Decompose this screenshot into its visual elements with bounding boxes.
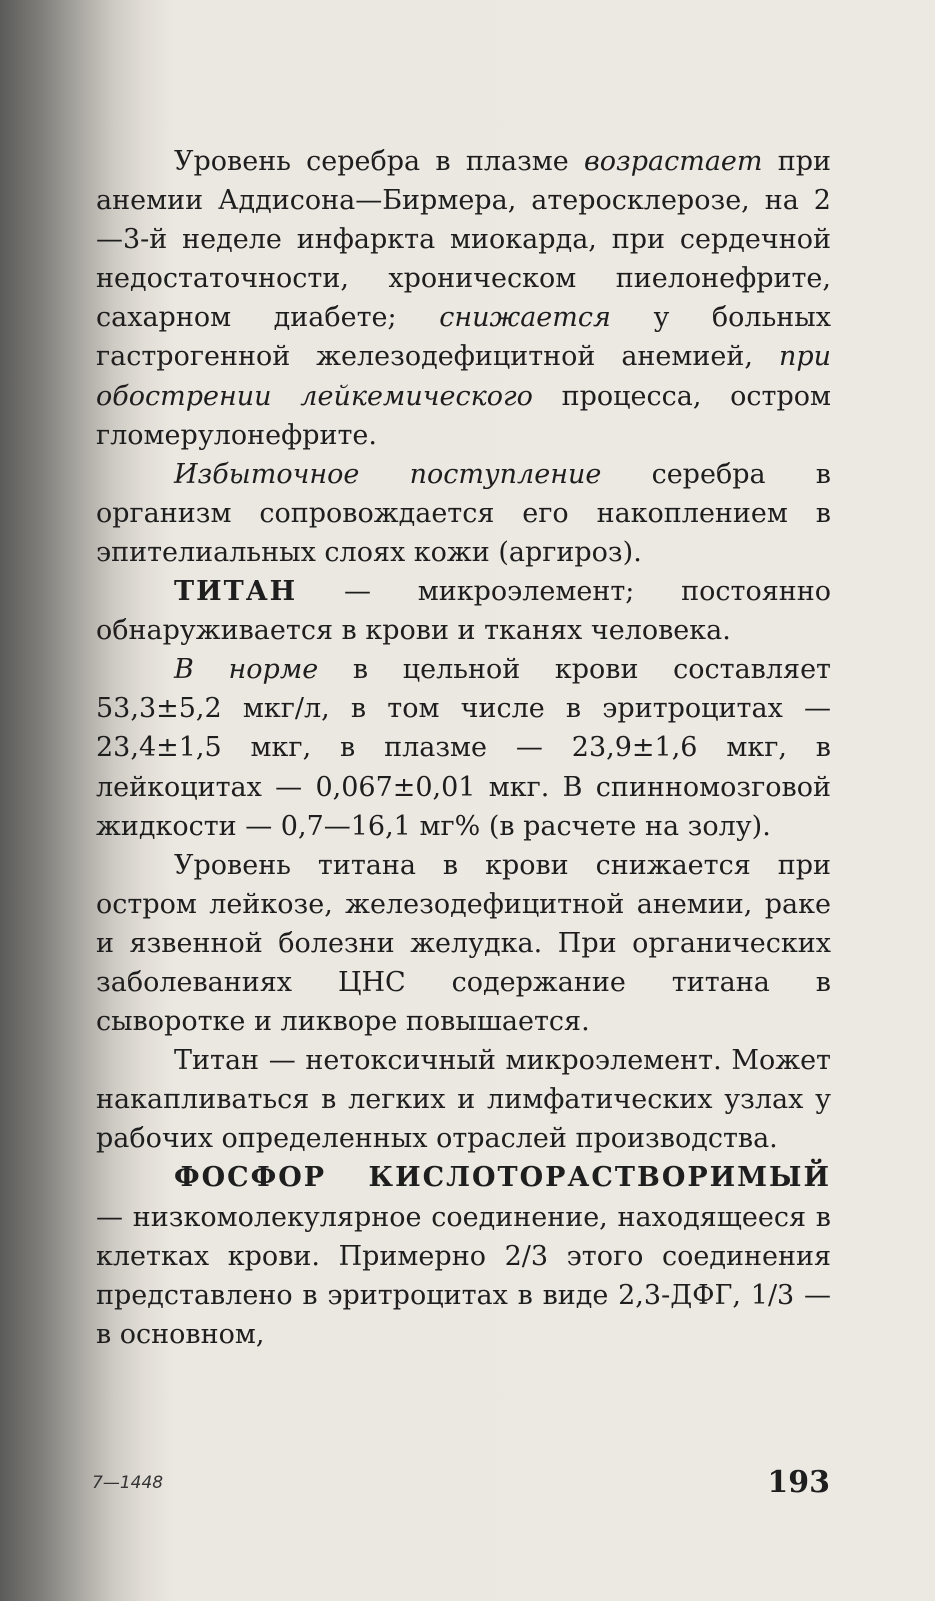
italic-term: Избыточное поступление <box>174 458 602 490</box>
paragraph-titanium-heading <box>96 572 831 650</box>
paragraph-titanium-toxicity: Титан — нетоксичный микроэлемент. Может накапливаться в легких и лимфатических узлах у рабочих определенных отраслей производства. <box>96 1045 831 1155</box>
text-run: Уровень серебра в плазме <box>174 146 585 177</box>
italic-term: возрастает <box>584 146 763 177</box>
paragraph-silver-levels <box>96 142 831 455</box>
entry-heading: ТИТАН <box>174 576 298 608</box>
text-run: у больных гастрогенной железодефицитной анемией, <box>96 302 831 373</box>
paragraph-silver-excess <box>96 455 831 572</box>
paragraph-phosphorus-heading <box>96 1158 831 1353</box>
italic-term: В норме <box>174 654 319 686</box>
text-run: серебра в организм сопровождается его накоплением в эпителиальных слоях кожи (аргироз). <box>96 458 831 568</box>
page-body <box>96 142 831 1354</box>
text-run: в цельной крови составляет 53,3±5,2 мкг/л, в том числе в эритроцитах — 23,4±1,5 мкг, в плазме — 23,9±1,6 мкг, в лейкоцитах — 0,067±0,01 мкг. В спинномозговой жидкости — 0,7—16,1 мг% (в расчете на золу). <box>96 654 831 842</box>
page-footer <box>92 1465 830 1505</box>
text-run: — микроэлемент; постоянно обнаруживается в крови и тканях человека. <box>96 576 831 647</box>
text-run: — низкомолекулярное соединение, находящееся в клетках крови. Примерно 2/3 этого соединения представлено в эритроцитах в виде 2,3-ДФГ, 1/3 — в основном, <box>96 1201 831 1350</box>
italic-term: снижается <box>439 302 611 334</box>
paragraph-titanium-levels: Уровень титана в крови снижается при остром лейкозе, железодефицитной анемии, раке и язвенной болезни желудка. При органических заболеваниях ЦНС содержание титана в сыворотке и ликворе повышается. <box>96 849 831 1038</box>
paragraph-titanium-norm <box>96 650 831 845</box>
italic-term: при обострении лейкемического <box>96 341 831 412</box>
entry-heading: ФОСФОР КИСЛОТОРАСТВОРИМЫЙ <box>174 1162 831 1194</box>
text-run: при анемии Аддисона—Бирмера, атеросклерозе, на 2—3-й неделе инфаркта миокарда, при сердечной недостаточности, хроническом пиелонефрите, сахарном диабете; <box>96 146 832 334</box>
signature-mark: 7—1448 <box>92 1473 164 1493</box>
page-number: 193 <box>767 1465 830 1500</box>
text-run: процесса, остром гломерулонефрите. <box>96 380 832 451</box>
